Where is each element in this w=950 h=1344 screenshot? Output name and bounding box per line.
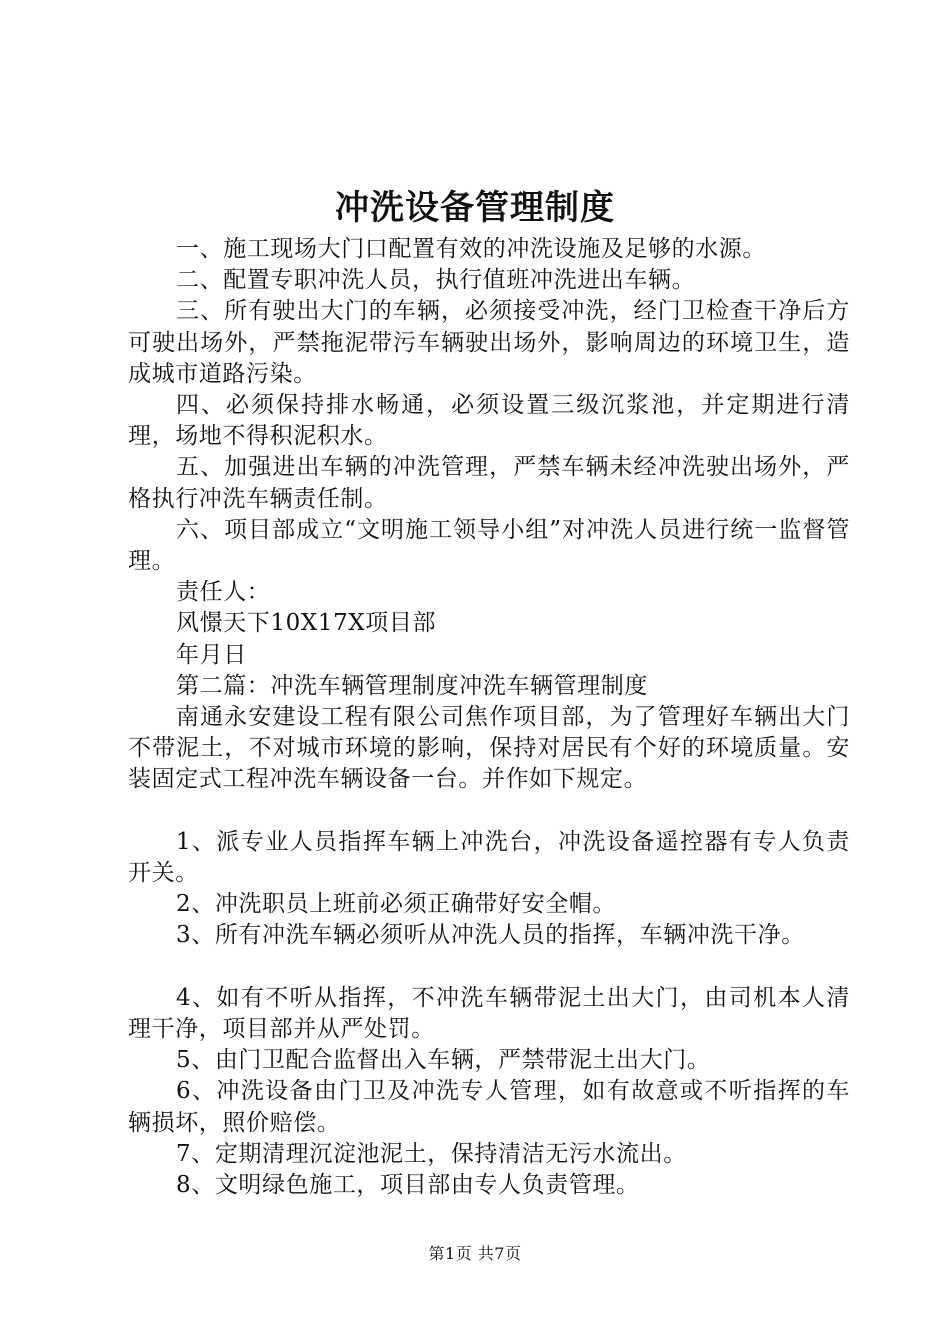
document-body: [128, 234, 850, 1201]
paragraph-5: 五、加强进出车辆的冲洗管理，严禁车辆未经冲洗驶出场外，严格执行冲洗车辆责任制。: [128, 454, 850, 512]
section-two-intro: 南通永安建设工程有限公司焦作项目部，为了管理好车辆出大门不带泥土，不对城市环境的影响，保持对居民有个好的环境质量。安装固定式工程冲洗车辆设备一台。并作如下规定。: [128, 704, 850, 793]
paragraph-4: 四、必须保持排水畅通，必须设置三级沉浆池，并定期进行清理，场地不得积泥积水。: [128, 392, 850, 450]
date-line: 年月日: [176, 641, 247, 668]
rule-6: 6、冲洗设备由门卫及冲洗专人管理，如有故意或不听指挥的车辆损坏，照价赔偿。: [128, 1078, 850, 1136]
paragraph-2: 二、配置专职冲洗人员，执行值班冲洗进出车辆。: [176, 267, 696, 294]
page-number-footer: 第1页 共7页: [428, 1244, 522, 1263]
rule-3: 3、所有冲洗车辆必须听从冲洗人员的指挥，车辆冲洗干净。: [176, 922, 805, 949]
rule-2: 2、冲洗职员上班前必须正确带好安全帽。: [176, 891, 617, 918]
project-department: 风憬天下10X17X项目部: [176, 610, 437, 637]
paragraph-3: 三、所有驶出大门的车辆，必须接受冲洗，经门卫检查干净后方可驶出场外，严禁拖泥带污车辆驶出场外，影响周边的环境卫生，造成城市道路污染。: [128, 298, 850, 387]
document-title: 冲洗设备管理制度: [335, 188, 615, 228]
rule-4: 4、如有不听从指挥，不冲洗车辆带泥土出大门，由司机本人清理干净，项目部并从严处罚。: [128, 984, 850, 1043]
paragraph-6: 六、项目部成立“文明施工领导小组”对冲洗人员进行统一监督管理。: [128, 516, 850, 575]
rule-7: 7、定期清理沉淀池泥土，保持清洁无污水流出。: [176, 1140, 687, 1167]
blank-line: [128, 796, 850, 827]
blank-line: [128, 952, 850, 983]
rule-8: 8、文明绿色施工，项目部由专人负责管理。: [176, 1172, 640, 1199]
section-two-heading: 第二篇：冲洗车辆管理制度冲洗车辆管理制度: [176, 672, 648, 699]
rule-5: 5、由门卫配合监督出入车辆，严禁带泥土出大门。: [176, 1047, 711, 1074]
responsible-person-label: 责任人：: [176, 579, 271, 606]
rule-1: 1、派专业人员指挥车辆上冲洗台，冲洗设备遥控器有专人负责开关。: [128, 828, 850, 887]
paragraph-1: 一、施工现场大门口配置有效的冲洗设施及足够的水源。: [176, 236, 766, 262]
